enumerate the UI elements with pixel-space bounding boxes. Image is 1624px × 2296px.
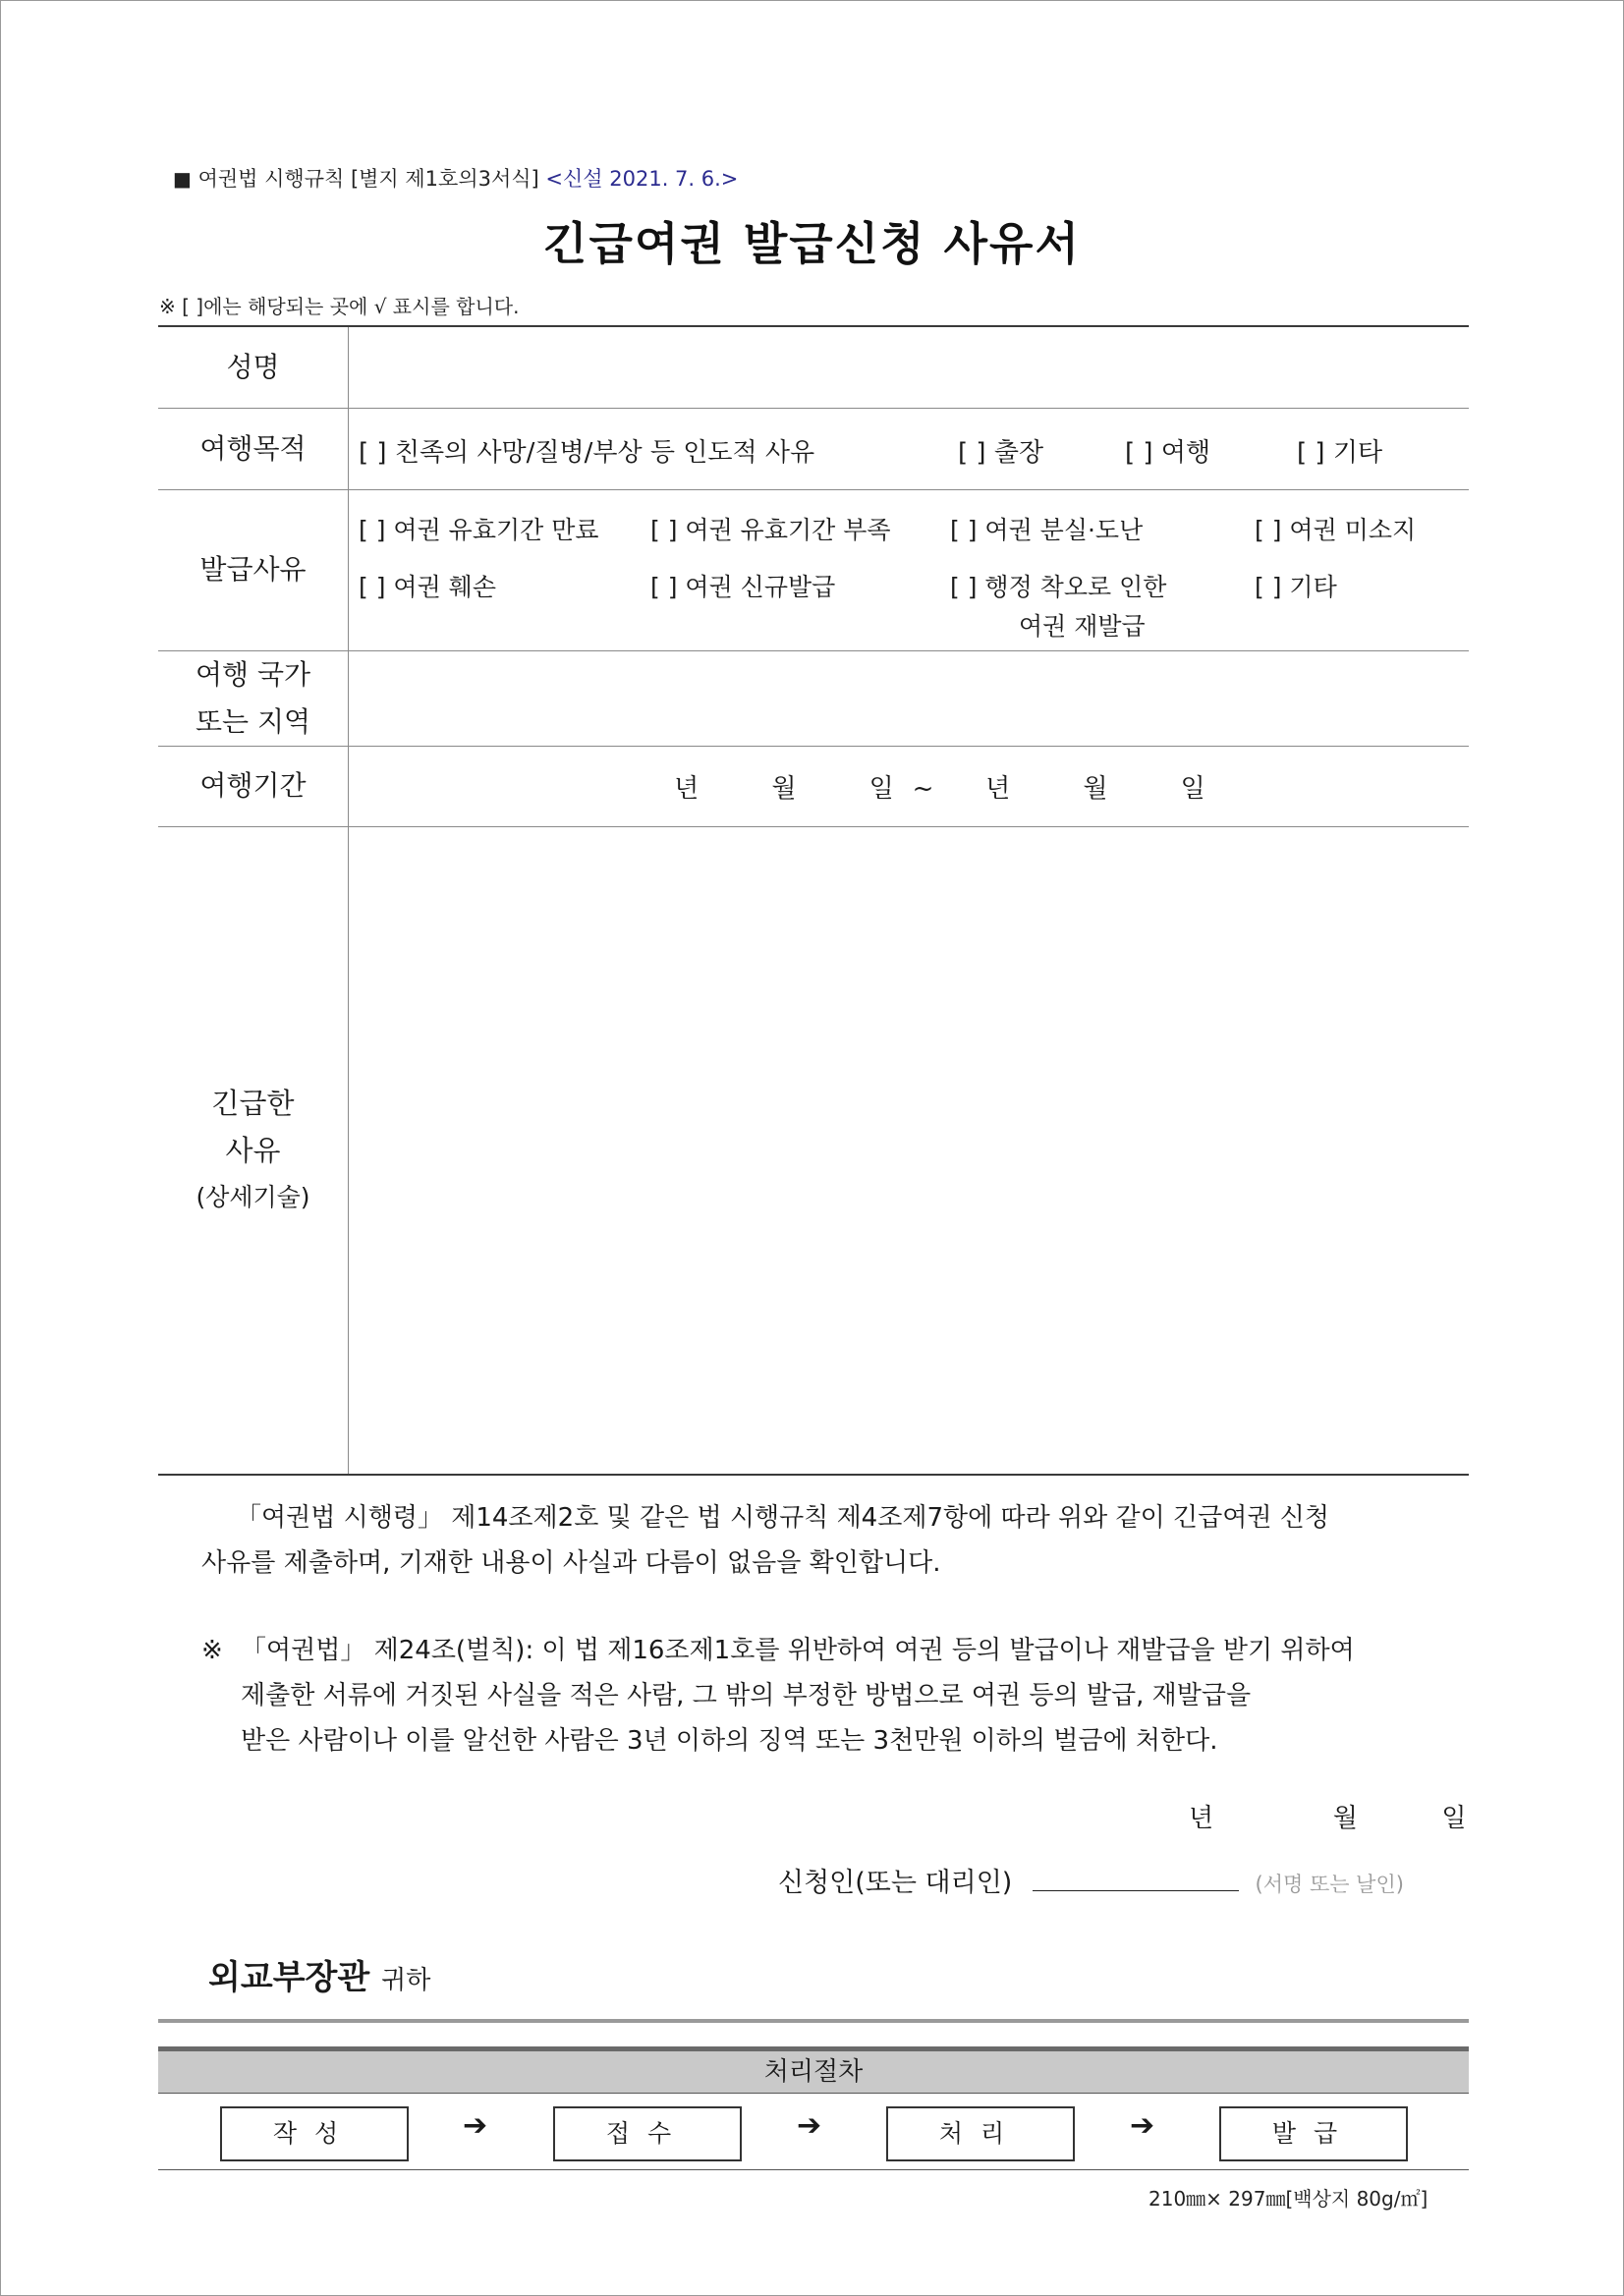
checkbox[interactable]: [ ] (950, 516, 978, 544)
arrow-right-icon: ➔ (797, 2108, 822, 2143)
document-title: 긴급여권 발급신청 사유서 (543, 217, 1081, 270)
arrow-right-icon: ➔ (1130, 2108, 1155, 2143)
period-field[interactable]: 년 월 일 ~ 년 월 일 (349, 746, 1470, 826)
square-marker-icon: ■ (173, 167, 192, 191)
procedure-title: 처리절차 (158, 2046, 1469, 2094)
signature-hint: (서명 또는 날인) (1255, 1873, 1404, 1896)
recipient-name: 외교부장관 (208, 1958, 370, 1997)
procedure-bottom-rule (158, 2169, 1469, 2170)
revision-date: <신설 2021. 7. 6.> (545, 167, 739, 191)
recipient-suffix: 귀하 (381, 1966, 431, 1995)
applicant-signature (778, 1861, 1404, 1899)
arrow-right-icon: ➔ (463, 2108, 488, 2143)
label-country: 여행 국가 또는 지역 (158, 650, 349, 746)
purpose-option-business[interactable]: [ ] 출장 (958, 437, 1044, 468)
row-name (158, 326, 1469, 408)
warning-mark: ※ (201, 1636, 223, 1665)
procedure-step-write: 작성 (220, 2106, 409, 2161)
paper-spec: 210㎜× 297㎜[백상지 80g/㎡] (1148, 2187, 1428, 2211)
checkbox[interactable]: [ ] (650, 573, 678, 601)
label-period: 여행기간 (158, 746, 349, 826)
checkbox[interactable]: [ ] (359, 516, 386, 544)
country-field[interactable] (349, 650, 1470, 746)
checkbox[interactable]: [ ] (359, 437, 387, 468)
reason-option-admin-error-cont: 여권 재발급 (1019, 612, 1146, 641)
declaration-line-2: 사유를 제출하며, 기재한 내용이 사실과 다름이 없음을 확인합니다. (201, 1548, 941, 1578)
checkbox[interactable]: [ ] (958, 437, 986, 468)
purpose-options (349, 408, 1470, 489)
procedure-step-issue: 발급 (1219, 2106, 1408, 2161)
reason-option-new[interactable]: [ ] 여권 신규발급 (650, 573, 836, 601)
form-ref-text: 여권법 시행규칙 [별지 제1호의3서식] (197, 167, 539, 191)
warning-line-3: 받은 사람이나 이를 알선한 사람은 3년 이하의 징역 또는 3천만원 이하의 벌금에 처한다. (241, 1726, 1218, 1756)
checkbox-note: ※ [ ]에는 해당되는 곳에 √ 표시를 합니다. (159, 295, 520, 318)
declaration-line-1: 「여권법 시행령」 제14조제2호 및 같은 법 시행규칙 제4조제7항에 따라 위와 같이 긴급여권 신청 (236, 1503, 1329, 1533)
reason-option-admin-error[interactable]: [ ] 행정 착오로 인한 (950, 573, 1167, 601)
checkbox[interactable]: [ ] (1255, 573, 1282, 601)
row-period (158, 746, 1469, 826)
checkbox[interactable]: [ ] (359, 573, 386, 601)
reason-option-insufficient[interactable]: [ ] 여권 유효기간 부족 (650, 516, 891, 544)
procedure-top-rule (158, 2019, 1469, 2023)
row-urgent-reason (158, 826, 1469, 1475)
purpose-option-travel[interactable]: [ ] 여행 (1125, 437, 1211, 468)
applicant-label: 신청인(또는 대리인) (778, 1868, 1013, 1898)
label-reason: 발급사유 (158, 489, 349, 650)
checkbox[interactable]: [ ] (1297, 437, 1325, 468)
procedure-step-receive: 접수 (553, 2106, 742, 2161)
reason-option-lost[interactable]: [ ] 여권 분실·도난 (950, 516, 1144, 544)
recipient (208, 1950, 430, 1998)
purpose-option-other[interactable]: [ ] 기타 (1297, 437, 1383, 468)
checkbox[interactable]: [ ] (950, 573, 978, 601)
urgent-reason-field[interactable] (349, 826, 1470, 1475)
purpose-option-humanitarian[interactable]: [ ] 친족의 사망/질병/부상 등 인도적 사유 (359, 437, 815, 468)
row-country (158, 650, 1469, 746)
label-name: 성명 (158, 326, 349, 408)
checkbox[interactable]: [ ] (650, 516, 678, 544)
procedure-step-process: 처리 (886, 2106, 1075, 2161)
name-field[interactable] (349, 326, 1470, 408)
row-purpose (158, 408, 1469, 489)
application-table (158, 325, 1469, 1476)
warning-line-2: 제출한 서류에 거짓된 사실을 적은 사람, 그 밖의 부정한 방법으로 여권 등의 발급, 재발급을 (241, 1681, 1252, 1710)
reason-option-expired[interactable]: [ ] 여권 유효기간 만료 (359, 516, 599, 544)
label-urgent-reason: 긴급한 사유 (상세기술) (158, 826, 349, 1475)
signature-date[interactable]: 년 월 일 (1189, 1804, 1467, 1833)
form-reference (173, 163, 738, 193)
warning-line-1: 「여권법」 제24조(벌칙): 이 법 제16조제1호를 위반하여 여권 등의 발급이나 재발급을 받기 위하여 (241, 1636, 1355, 1665)
row-reason (158, 489, 1469, 650)
reason-option-other[interactable]: [ ] 기타 (1255, 573, 1337, 601)
checkbox[interactable]: [ ] (1255, 516, 1282, 544)
label-purpose: 여행목적 (158, 408, 349, 489)
reason-option-damaged[interactable]: [ ] 여권 훼손 (359, 573, 496, 601)
signature-field[interactable] (1033, 1865, 1239, 1891)
checkbox[interactable]: [ ] (1125, 437, 1153, 468)
reason-option-not-carried[interactable]: [ ] 여권 미소지 (1255, 516, 1417, 544)
reason-options (349, 489, 1470, 650)
